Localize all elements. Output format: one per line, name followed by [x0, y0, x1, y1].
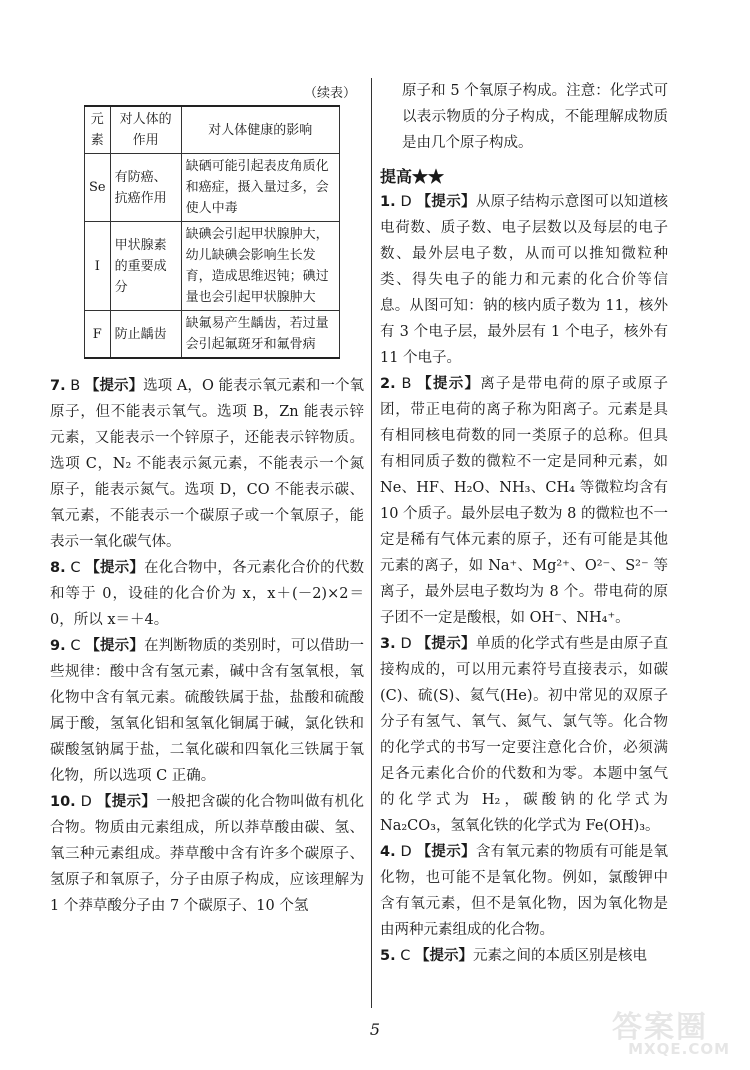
- answer-item-8: 8. C 【提示】在化合物中，各元素化合价的代数和等于 0，设硅的化合价为 x，x＋(－2)×2＝0，所以 x＝＋4。: [50, 559, 365, 628]
- cell-element: I: [85, 222, 111, 311]
- cell-element: Se: [85, 154, 111, 222]
- header-effect: 对人体健康的影响: [181, 106, 339, 154]
- cell-effect: 缺碘会引起甲状腺肿大，幼儿缺碘会影响生长发育，造成思维迟钝；碘过量也会引起甲状腺肿大: [181, 222, 339, 311]
- continued-text: 原子和 5 个氧原子构成。注意：化学式可以表示物质的分子构成，不能理解成物质是由几个原子构成。: [402, 83, 668, 151]
- answer-item-7: 7. B 【提示】选项 A，O 能表示氧元素和一个氧原子，但不能表示氧气。选项 B，Zn 能表示锌元素，又能表示一个锌原子，还能表示锌物质。选项 C，N₂ 不能表示氮元素，不能表示一个氮原子，能表示氮气。选项 D，CO 不能表示碳、氧元素，不能表示一个碳原子或一个氧原子，能表示一氧化碳气体。: [50, 377, 365, 550]
- answer-item-r4: 4. D 【提示】含有氧元素的物质有可能是氧化物，也可能不是氧化物。例如，氯酸钾中含有氧元素，但不是氧化物，因为氧化物是由两种元素组成的化合物。: [380, 843, 669, 938]
- cell-role: 甲状腺素的重要成分: [110, 222, 181, 311]
- watermark-logo: [604, 1002, 736, 1060]
- answer-item-r1: 1. D 【提示】从原子结构示意图可以知道核电荷数、质子数、电子层数以及每层的电子数、最外层电子数，从而可以推知微粒种类、得失电子的能力和元素的化合价等信息。从图可知：钠的核内质子数为 11，核外有 3 个电子层，最外层有 1 个电子，核外有 11 个电子。: [380, 193, 669, 366]
- watermark-text: 答案圈: [612, 1010, 708, 1045]
- left-answers: [50, 373, 364, 919]
- header-element: 元素: [85, 106, 111, 154]
- answer-item-r2: 2. B 【提示】离子是带电荷的原子或原子团，带正电荷的离子称为阳离子。元素是具有相同核电荷数的同一类原子的总称。但具有相同质子数的微粒不一定是同种元素，如 Ne、HF、H₂O、NH₃、CH₄ 等微粒均含有 10 个质子。最外层电子数为 8 的微粒也不一定是稀有气体元素的原子，还有可能是其他元素的离子，如 Na⁺、Mg²⁺、O²⁻、S²⁻ 等离子，最外层电子数均为 8 个。带电荷的原子团不一定是酸根，如 OH⁻、NH₄⁺。: [380, 375, 669, 626]
- cell-effect: 缺硒可能引起表皮角质化和癌症，摄入量过多，会使人中毒: [181, 154, 339, 222]
- section-title: 提高★★: [380, 167, 445, 186]
- right-column: [380, 78, 668, 969]
- left-column: [50, 82, 365, 919]
- table-continued-label: （续表）: [303, 86, 356, 101]
- table-header-row: [85, 106, 340, 154]
- table-row: [85, 222, 340, 311]
- answer-item-r3: 3. D 【提示】单质的化学式有些是由原子直接构成的，可以用元素符号直接表示，如碳(C)、硫(S)、氦气(He)。初中常见的双原子分子有氢气、氧气、氮气、氯气等。化合物的化学式的书写一定要注意化合价，必须满足各元素化合价的代数和为零。本题中氢气的化学式为 H₂，碳酸钠的化学式为 Na₂CO₃，氢氧化铁的化学式为 Fe(OH)₃。: [380, 635, 669, 834]
- page-number: 5: [369, 1020, 381, 1039]
- column-divider: [371, 78, 372, 1008]
- cell-role: 有防癌、抗癌作用: [110, 154, 181, 222]
- answer-item-9: 9. C 【提示】在判断物质的类别时，可以借助一些规律：酸中含有氢元素，碱中含有氢氧根，氧化物中含有氧元素。硫酸铁属于盐，盐酸和硫酸属于酸，氢氧化铝和氢氧化铜属于碱，氯化铁和碳酸氢钠属于盐，二氧化碳和四氧化三铁属于氧化物，所以选项 C 正确。: [50, 637, 365, 784]
- cell-element: F: [85, 311, 111, 359]
- header-role: 对人体的作用: [110, 106, 181, 154]
- cell-effect: 缺氟易产生龋齿，若过量会引起氟斑牙和氟骨病: [181, 311, 339, 359]
- table-row: [85, 154, 340, 222]
- table-row: [85, 311, 340, 359]
- nutrient-table: [84, 105, 340, 359]
- answer-item-r5: 5. C 【提示】元素之间的本质区别是核电: [380, 947, 647, 964]
- answer-item-10: 10. D 【提示】一般把含碳的化合物叫做有机化合物。物质由元素组成，所以莽草酸由碳、氢、氧三种元素组成。莽草酸中含有许多个碳原子、氢原子和氧原子，分子由原子构成，应该理解为 1 个莽草酸分子由 7 个碳原子、10 个氢: [50, 793, 365, 914]
- cell-role: 防止龋齿: [110, 311, 181, 359]
- watermark-url: MXQE.COM: [628, 1040, 730, 1058]
